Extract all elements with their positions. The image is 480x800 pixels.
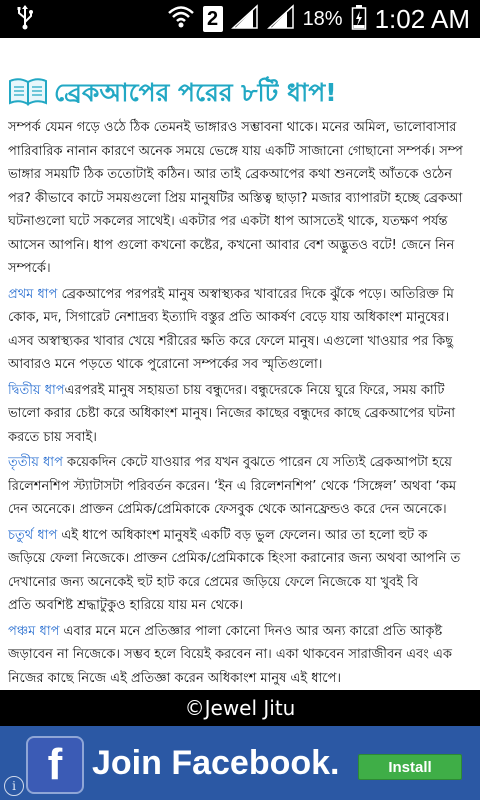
- step-4-line: প্রতি অবশিষ্ট শ্রদ্ধাটুকুও হারিয়ে যায় মন থেকে।: [8, 598, 244, 613]
- step-4-line: জড়িয়ে ফেলা নিজেকে। প্রাক্তন প্রেমিক/প্রেমিকাকে হিংসা করানোর জন্য অথবা আপনি ত: [8, 551, 461, 566]
- sim-slot-badge: 2: [203, 6, 223, 32]
- signal-icon-2: [267, 4, 295, 34]
- step-3-paragraph: [8, 451, 480, 522]
- step-5-text: এবার মনে মনে প্রতিজ্ঞার পালা কোনো দিনও আর অন্য কারো প্রতি আকৃষ্ট: [59, 623, 443, 639]
- intro-line: সম্পর্ক যেমন গড়ে ওঠে ঠিক তেমনই ভাঙ্গারও সম্ভাবনা থাকে। মনের অমিল, ভালোবাসার: [8, 120, 457, 135]
- step-1-line: আবারও মনে পড়তে থাকে পুরোনো সম্পর্কের সব স্মৃতিগুলো।: [8, 357, 323, 372]
- facebook-logo-letter: f: [47, 740, 63, 789]
- status-bar: [0, 0, 480, 38]
- step-2-label: দ্বিতীয় ধাপ: [8, 382, 65, 398]
- step-5-line: জড়াবেন না নিজেকে। সম্ভব হলে বিয়েই করবেন না। একা থাকবেন সারাজীবন এবং এক: [8, 647, 452, 662]
- step-1-text: ব্রেকআপের পরপরই মানুষ অস্বাস্থ্যকর খাবারের দিকে ঝুঁকে পড়ে। অতিরিক্ত মি: [57, 286, 454, 302]
- step-4-text: এই ধাপে অধিকাংশ মানুষই একটি বড় ভুল ফেলেন। আর তা হলো হুট ক: [57, 527, 428, 543]
- credit-bar: [0, 690, 480, 726]
- ad-info-icon[interactable]: i: [4, 776, 24, 796]
- intro-line: ঘটনাগুলো ঘটে সকলের সাথেই। একটার পর একটা ধাপ আসতেই থাকে, যতক্ষণ পর্যন্ত: [8, 214, 448, 229]
- usb-icon: [16, 4, 34, 34]
- credit-text: ©Jewel Jitu: [184, 696, 296, 720]
- article-title-row: [8, 74, 480, 114]
- step-5-line: নিজের কাছে নিজে এই প্রতিজ্ঞা করেন অধিকাংশ মানুষ এই ধাপে।: [8, 670, 341, 686]
- signal-icon: [231, 4, 259, 34]
- step-2-line: ভালো করার চেষ্টা করে অধিকাংশ মানুষ। নিজের কাছের বন্ধুদের কাছে ব্রেকআপের ঘটনা: [8, 406, 455, 421]
- step-4-paragraph: [8, 524, 480, 618]
- step-1-line: এসব অস্বাস্থ্যকর খাবার খেয়ে শরীরের ক্ষতি করে ফেলে মানুষ। এগুলো খাওয়ার পর কিছু: [8, 333, 454, 349]
- step-2-paragraph: [8, 379, 480, 450]
- step-3-label: তৃতীয় ধাপ: [8, 455, 63, 470]
- step-1-label: প্রথম ধাপ: [8, 286, 58, 302]
- step-3-line: রিলেশনশিপ স্ট্যাটাসটা পরিবর্তন করেন। ‘ইন এ রিলেশনশিপ’ থেকে ‘সিঙ্গেল’ অথবা ‘কম: [8, 478, 457, 494]
- step-3-text: কয়েকদিন কেটে যাওয়ার পর যখন বুঝতে পারেন যে সত্যিই ব্রেকআপটা হয়ে: [62, 455, 452, 470]
- intro-paragraph: [8, 116, 480, 281]
- step-4-label: চতুর্থ ধাপ: [8, 527, 58, 543]
- intro-line: পারিবারিক নানান কারণে অনেক সময়ে ভেঙ্গে যায় একটি সাজানো গোছানো সম্পর্ক। সম্প: [8, 143, 463, 159]
- book-icon: [8, 76, 48, 112]
- battery-icon: [351, 4, 367, 34]
- step-1-line: কোক, মদ, সিগারেট নেশাদ্রব্য ইত্যাদি বস্তুর প্রতি আকর্ষণ বেড়ে যায় অধিকাংশ মানুষের।: [8, 310, 450, 325]
- clock: 1:02 AM: [374, 3, 470, 34]
- step-2-line: করতে চায় সবাই।: [8, 429, 97, 445]
- intro-line: সম্পর্কে।: [8, 261, 51, 276]
- install-button[interactable]: Install: [358, 754, 462, 780]
- ad-banner[interactable]: [0, 726, 480, 800]
- ad-title[interactable]: Join Facebook.: [92, 744, 340, 782]
- wifi-icon: [167, 4, 195, 34]
- step-1-paragraph: [8, 283, 480, 377]
- intro-line: আসেন আপনি। ধাপ গুলো কখনো কষ্টের, কখনো আবার বেশ অদ্ভুতও বটে! জেনে নিন: [8, 237, 455, 253]
- article-title: ব্রেকআপের পরের ৮টি ধাপ!: [54, 77, 337, 107]
- step-3-line: দেন অনেকে। প্রাক্তন প্রেমিক/প্রেমিকাকে ফেসবুক থেকে আনফ্রেন্ডও করে দেন অনেকে।: [8, 502, 447, 517]
- facebook-logo-icon: [26, 736, 84, 794]
- intro-line: পর? কীভাবে কাটে সময়গুলো প্রিয় মানুষটির অস্তিত্ব ছাড়া? মজার ব্যাপারটা হচ্ছে ব্রেকআ: [8, 190, 463, 206]
- step-2-text: এরপরই মানুষ সহায়তা চায় বন্ধুদের। বন্ধুদেরকে নিয়ে ঘুরে ফিরে, সময় কাটি: [64, 382, 445, 398]
- step-5-label: পঞ্চম ধাপ: [8, 623, 60, 639]
- battery-percent: 18%: [302, 7, 343, 30]
- article-content[interactable]: [0, 38, 480, 690]
- intro-line: ভাঙ্গার সময়টি ঠিক ততোটাই কঠিন। আর তাই ব্রেকআপের কথা শুনলেই আঁতকে ওঠেন: [8, 167, 452, 182]
- step-5-paragraph: [8, 620, 480, 691]
- step-4-line: দেখানোর জন্য অনেকেই হুট হাট করে প্রেমের জড়িয়ে ফেলে নিজেকে যা খুবই বি: [8, 574, 419, 590]
